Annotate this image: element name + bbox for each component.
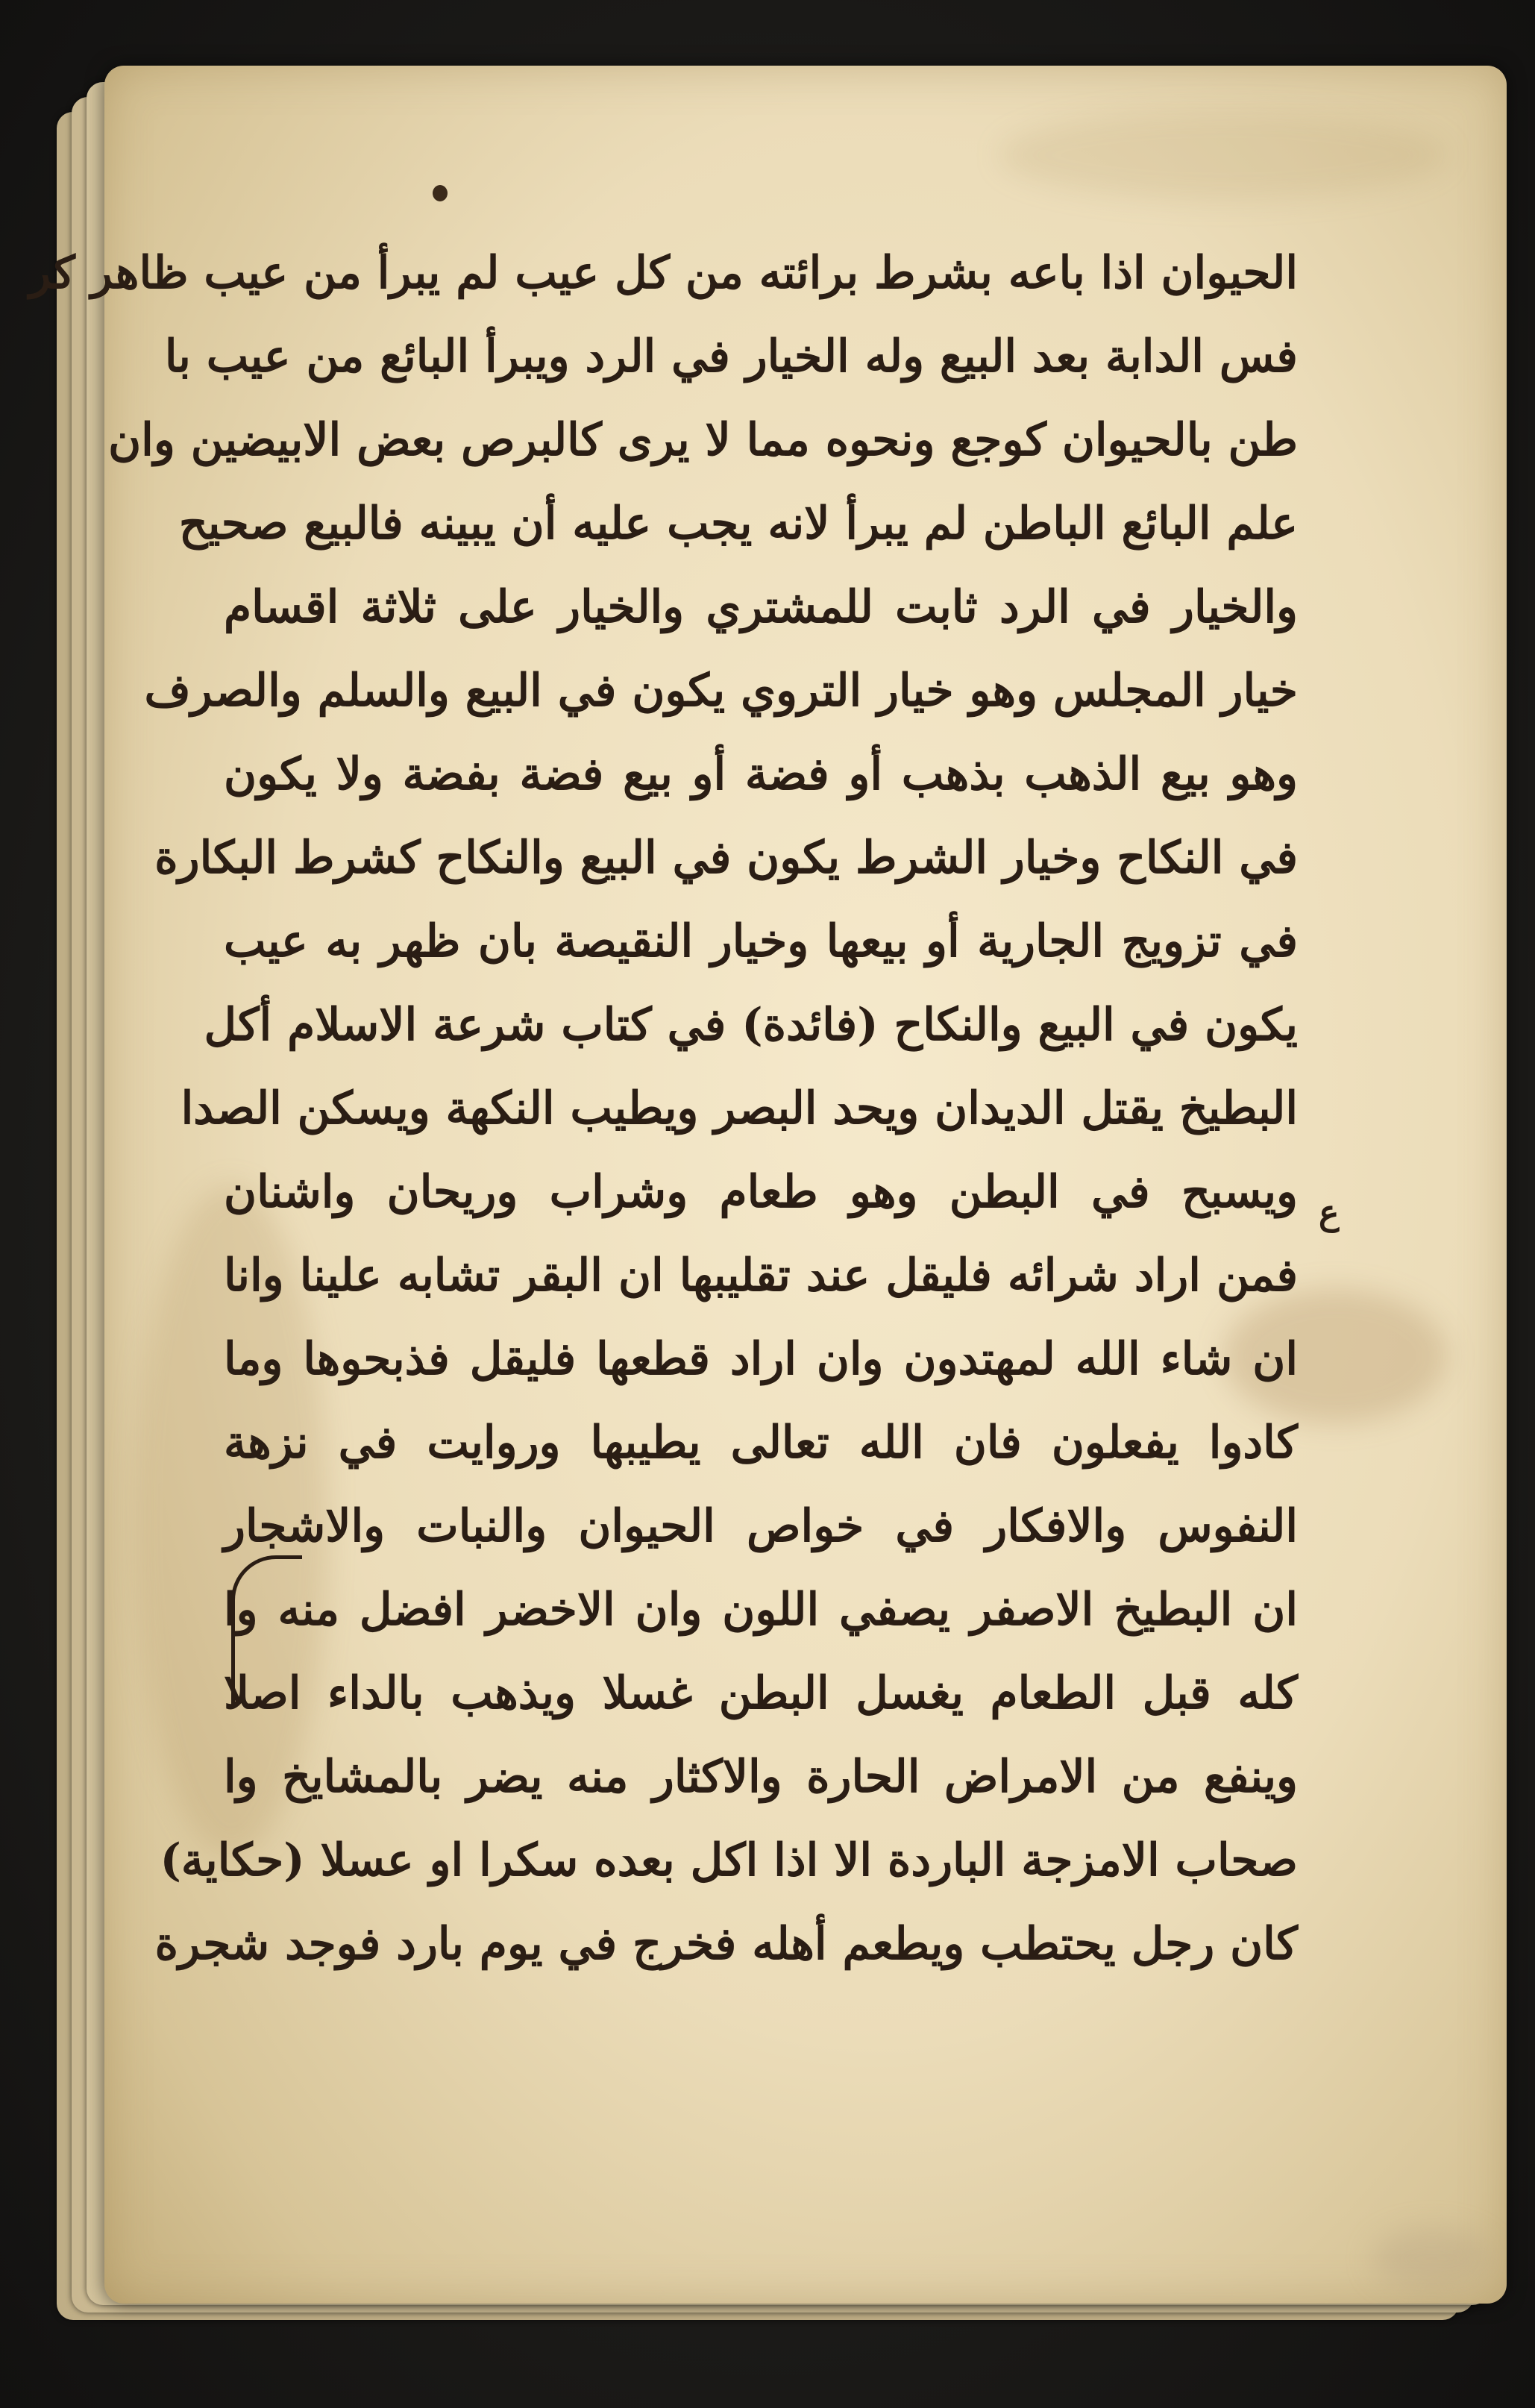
text-line: ان البطيخ الاصفر يصفي اللون وان الاخضر افضل منه وا — [224, 1584, 1298, 1636]
text-line: كله قبل الطعام يغسل البطن غسلا ويذهب بالداء اصلا — [224, 1667, 1298, 1719]
manuscript-text — [29, 231, 1298, 1986]
text-line: والخيار في الرد ثابت للمشتري والخيار على ثلاثة اقسام — [224, 581, 1298, 633]
text-line: فمن اراد شرائه فليقل عند تقليبها ان البقر تشابه علينا وانا — [224, 1250, 1298, 1302]
ink-dot — [433, 185, 448, 201]
text-line: يكون في البيع والنكاح (فائدة) في كتاب شرعة الاسلام أكل — [204, 999, 1298, 1051]
paper-discoloration — [999, 110, 1447, 200]
text-line: ان شاء الله لمهتدون وان اراد قطعها فليقل فذبحوها وما — [224, 1333, 1298, 1385]
text-line: الحيوان اذا باعه بشرط برائته من كل عيب لم يبرأ من عيب ظاهر كر — [29, 247, 1298, 299]
text-line: خيار المجلس وهو خيار التروي يكون في البيع والسلم والصرف — [144, 665, 1298, 717]
text-line: صحاب الامزجة الباردة الا اذا اكل بعده سكرا او عسلا (حكاية) — [160, 1834, 1298, 1887]
text-line: في النكاح وخيار الشرط يكون في البيع والنكاح كشرط البكارة — [154, 832, 1298, 884]
text-line: في تزويج الجارية أو بيعها وخيار النقيصة بان ظهر به عيب — [224, 915, 1298, 968]
paper-wear — [1372, 2229, 1492, 2289]
text-line: علم البائع الباطن لم يبرأ لانه يجب عليه أن يبينه فالبيع صحيح — [178, 498, 1298, 550]
text-line: النفوس والافكار في خواص الحيوان والنبات والاشجار — [224, 1500, 1298, 1552]
text-line: كادوا يفعلون فان الله تعالى يطيبها وروايت في نزهة — [224, 1417, 1298, 1469]
margin-note: ع — [1319, 1192, 1340, 1232]
text-line: فس الدابة بعد البيع وله الخيار في الرد ويبرأ البائع من عيب با — [164, 330, 1298, 383]
text-line: طن بالحيوان كوجع ونحوه مما لا يرى كالبرص بعض الابيضين وان — [108, 414, 1298, 466]
text-line: وينفع من الامراض الحارة والاكثار منه يضر بالمشايخ وا — [224, 1751, 1298, 1803]
text-line: وهو بيع الذهب بذهب أو فضة أو بيع فضة بفضة ولا يكون — [224, 748, 1298, 800]
margin-bracket — [231, 1555, 302, 1708]
text-line: ويسبح في البطن وهو طعام وشراب وريحان واشنان — [224, 1166, 1298, 1218]
text-line: كان رجل يحتطب ويطعم أهله فخرج في يوم بارد فوجد شجرة — [154, 1918, 1298, 1970]
text-line: البطيخ يقتل الديدان ويحد البصر ويطيب النكهة ويسكن الصدا — [181, 1082, 1298, 1135]
